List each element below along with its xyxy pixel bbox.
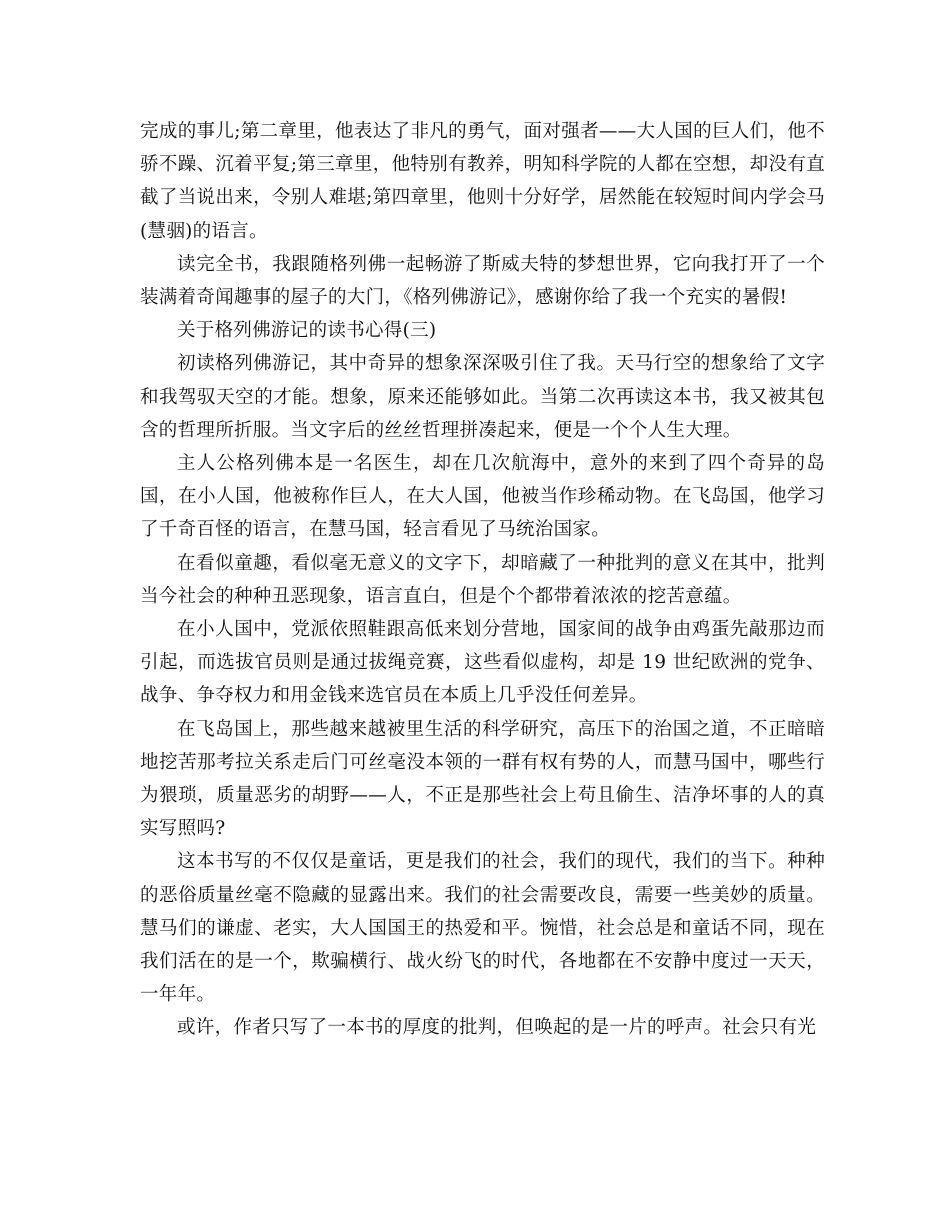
- paragraph: 在飞岛国上，那些越来越被里生活的科学研究，高压下的治国之道，不正暗暗地挖苦那考拉关系走后门可丝毫没本领的一群有权有势的人，而慧马国中，哪些行为猥琐，质量恶劣的胡野——人，不正是那些社会上苟且偷生、洁净坏事的人的真实写照吗?: [140, 718, 825, 840]
- paragraph-continuation: 完成的事儿;第二章里，他表达了非凡的勇气，面对强者——大人国的巨人们，他不骄不躁、沉着平复;第三章里，他特别有教养，明知科学院的人都在空想，却没有直截了当说出来，令别人难堪;第四章里，他则十分好学，居然能在较短时间内学会马(慧骃)的语言。: [140, 121, 825, 242]
- paragraph: 读完全书，我跟随格列佛一起畅游了斯威夫特的梦想世界，它向我打开了一个装满着奇闻趣事的屋子的大门，《格列佛游记》，感谢你给了我一个充实的暑假!: [140, 253, 825, 309]
- paragraph: 在看似童趣，看似毫无意义的文字下，却暗藏了一种批判的意义在其中，批判当今社会的种种丑恶现象，语言直白，但是个个都带着浓浓的挖苦意蕴。: [140, 552, 825, 607]
- paragraph: 主人公格列佛本是一名医生，却在几次航海中，意外的来到了四个奇异的岛国，在小人国，他被称作巨人，在大人国，他被当作珍稀动物。在飞岛国，他学习了千奇百怪的语言，在慧马国，轻言看见了马统治国家。: [140, 453, 825, 541]
- section-heading: 关于格列佛游记的读书心得(三): [177, 320, 437, 342]
- document-body: [140, 115, 825, 1045]
- paragraph: 初读格列佛游记，其中奇异的想象深深吸引住了我。天马行空的想象给了文字和我驾驭天空的才能。想象，原来还能够如此。当第二次再读这本书，我又被其包含的哲理所折服。当文字后的丝丝哲理拼凑起来，便是一个个人生大理。: [140, 353, 825, 441]
- paragraph: 或许，作者只写了一本书的厚度的批判，但唤起的是一片的呼声。社会只有光: [177, 1017, 817, 1039]
- paragraph: 这本书写的不仅仅是童话，更是我们的社会，我们的现代，我们的当下。种种的恶俗质量丝毫不隐藏的显露出来。我们的社会需要改良，需要一些美妙的质量。慧马们的谦虚、老实，大人国国王的热爱和平。惋惜，社会总是和童话不同，现在我们活在的是一个，欺骗横行、战火纷飞的时代，各地都在不安静中度过一天天，一年年。: [140, 851, 825, 1006]
- paragraph: 在小人国中，党派依照鞋跟高低来划分营地，国家间的战争由鸡蛋先敲那边而引起，而选拔官员则是通过拔绳竞赛，这些看似虚构，却是 19 世纪欧洲的党争、战争、争夺权力和用金钱来选官员在本质上几乎没任何差异。: [140, 619, 825, 707]
